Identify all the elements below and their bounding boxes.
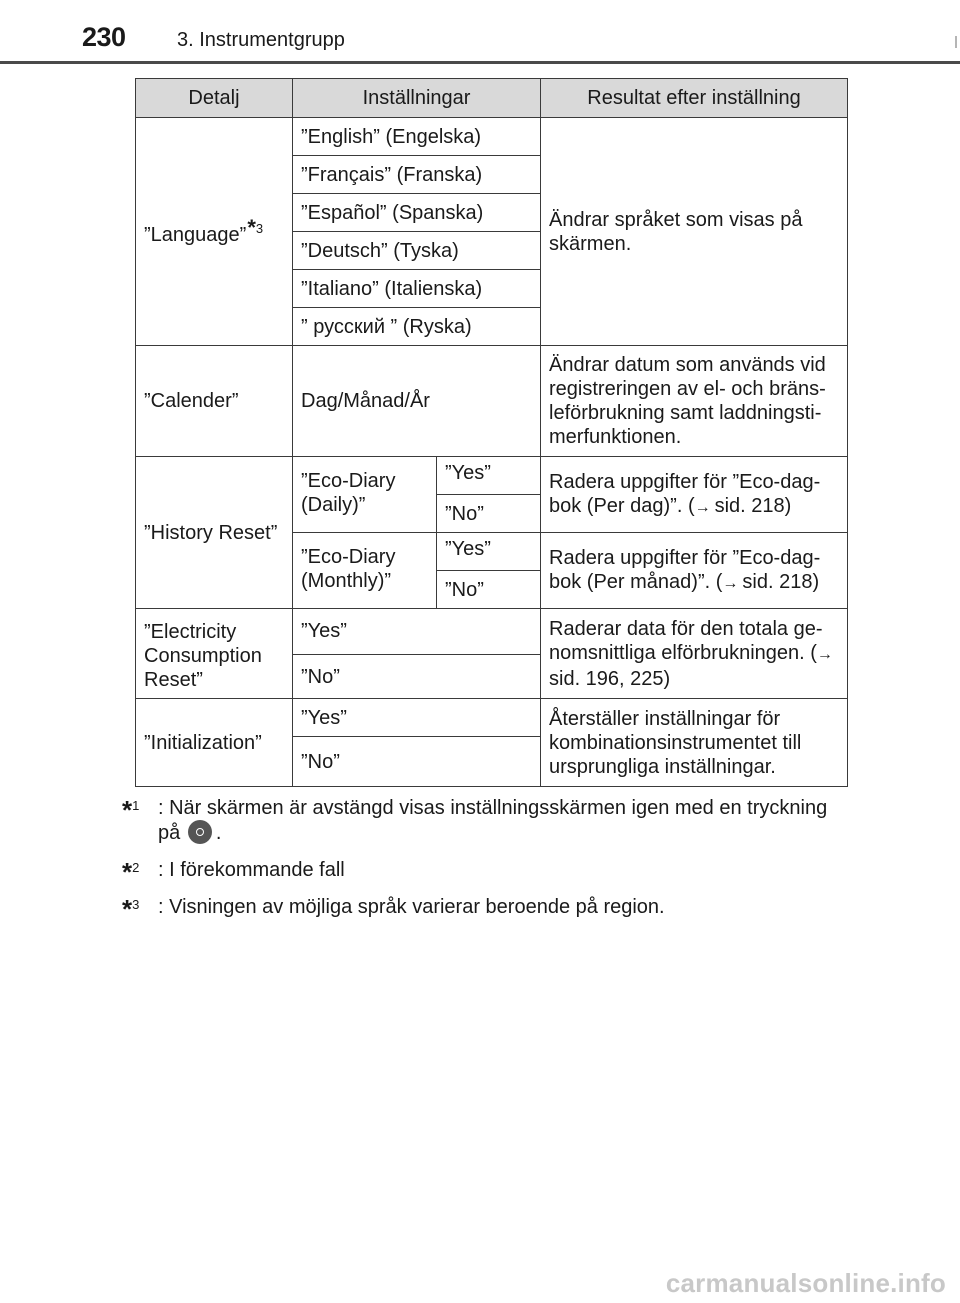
- footnote-star-icon: *: [247, 215, 256, 240]
- setting-option: ”Yes”: [437, 457, 541, 495]
- footnote-marker: *$^3$: [122, 894, 140, 924]
- detail-initialization: ”Initialization”: [136, 699, 293, 787]
- setting-option: ”No”: [437, 495, 541, 533]
- setting-eco-diary-monthly: ”Eco-Diary (Monthly)”: [293, 533, 437, 609]
- margin-tick: [955, 36, 957, 48]
- table-row: [136, 346, 848, 457]
- column-header-settings: Inställningar: [293, 79, 541, 118]
- arrow-right-icon: →: [694, 498, 711, 516]
- setting-option: ”Yes”: [293, 609, 541, 655]
- setting-eco-diary-daily: ”Eco-Diary (Daily)”: [293, 457, 437, 533]
- result-language: Ändrar språket som visas på skärmen.: [541, 118, 848, 346]
- watermark: carmanualsonline.info: [665, 1268, 946, 1298]
- footnote-star-icon: *: [122, 857, 133, 887]
- setting-option: Dag/Månad/År: [293, 346, 541, 457]
- table-header-row: [136, 79, 848, 118]
- footnote-star-icon: *: [122, 894, 133, 924]
- setting-option: ”No”: [437, 571, 541, 609]
- header-rule: [0, 61, 960, 64]
- table-row: [136, 118, 848, 156]
- table-row: [136, 699, 848, 737]
- detail-language: ”Language”*$^3$: [136, 118, 293, 346]
- table-row: [136, 457, 848, 495]
- setting-option: ”No”: [293, 737, 541, 787]
- result-initialization: Återställer inställningar för kombinationsinstrumentet till ursprungliga inställningar.: [541, 699, 848, 787]
- footnotes: [122, 796, 852, 932]
- result-eco-diary-monthly: Radera uppgifter för ”Eco-dagbok (Per månad)”. (→ sid. 218): [541, 533, 848, 609]
- page-header: [0, 0, 960, 64]
- result-calender: Ändrar datum som används vid registreringen av el- och bränsleförbrukning samt laddningstimerfunktionen.: [541, 346, 848, 457]
- setting-option: ”English” (Engelska): [293, 118, 541, 156]
- column-header-result: Resultat efter inställning: [541, 79, 848, 118]
- arrow-right-icon: →: [722, 574, 739, 592]
- footnote-3: *$^3$ : Visningen av möjliga språk varierar beroende på region.: [122, 894, 665, 924]
- footnote-marker: *$^1$: [122, 795, 140, 825]
- footnote-marker: *$^2$: [122, 857, 140, 887]
- setting-option: ”Yes”: [437, 533, 541, 571]
- arrow-right-icon: →: [816, 645, 833, 663]
- footnote-star-icon: *: [122, 795, 133, 825]
- setting-option: ”Español” (Spanska): [293, 194, 541, 232]
- footnote-2: *$^2$ : I förekommande fall: [122, 857, 345, 887]
- setting-option: ”Français” (Franska): [293, 156, 541, 194]
- display-knob-icon: [188, 820, 212, 844]
- setting-option: ”Yes”: [293, 699, 541, 737]
- column-header-detail: Detalj: [136, 79, 293, 118]
- result-electricity-reset: Raderar data för den totala genomsnittliga elförbrukningen. (→sid. 196, 225): [541, 609, 848, 699]
- result-eco-diary-daily: Radera uppgifter för ”Eco-dagbok (Per dag)”. (→ sid. 218): [541, 457, 848, 533]
- setting-option: ”Italiano” (Italienska): [293, 270, 541, 308]
- detail-electricity-reset: ”Electricity Consumption Reset”: [136, 609, 293, 699]
- detail-calender: ”Calender”: [136, 346, 293, 457]
- footnote-ref: 3: [255, 221, 264, 236]
- settings-table: [135, 78, 848, 787]
- chapter-title: 3. Instrumentgrupp: [177, 29, 345, 51]
- footnote-1: *$^1$ : När skärmen är avstängd visas inställningsskärmen igen med en tryckning på .: [122, 795, 828, 844]
- setting-option: ” русский ” (Ryska): [293, 308, 541, 346]
- table-row: [136, 609, 848, 655]
- setting-option: ”Deutsch” (Tyska): [293, 232, 541, 270]
- page-number: 230: [82, 22, 126, 52]
- detail-history-reset: ”History Reset”: [136, 457, 293, 609]
- setting-option: ”No”: [293, 655, 541, 699]
